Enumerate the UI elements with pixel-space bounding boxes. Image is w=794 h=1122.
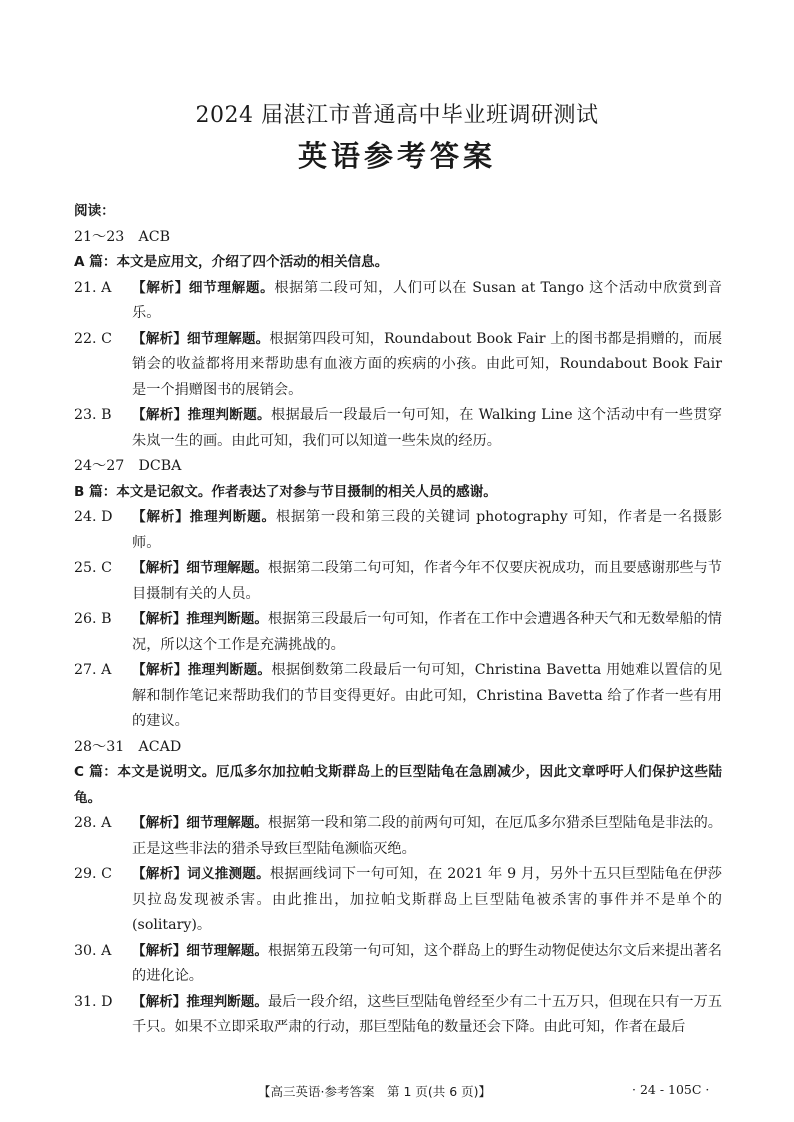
answer-item	[74, 327, 722, 404]
item-tag: 【解析】词义推测题。	[132, 866, 270, 882]
item-body	[132, 658, 722, 735]
item-tag: 【解析】细节理解题。	[132, 279, 275, 296]
answer-item	[74, 403, 722, 454]
item-number: 26. B	[74, 611, 112, 627]
group-b	[74, 454, 722, 735]
item-body	[132, 862, 722, 939]
answer-item	[74, 939, 722, 990]
item-tag: 【解析】推理判断题。	[132, 993, 268, 1010]
item-number: 29. C	[74, 866, 112, 882]
answer-item	[74, 658, 722, 735]
item-number: 22. C	[74, 330, 112, 347]
item-number: 28. A	[74, 815, 112, 831]
item-tag: 【解析】细节理解题。	[132, 330, 270, 347]
item-body	[132, 607, 722, 658]
passage-intro: A 篇：本文是应用文，介绍了四个活动的相关信息。	[74, 254, 389, 270]
item-number: 23. B	[74, 407, 112, 423]
footer-page-info: 【高三英语·参考答案 第 1 页(共 6 页)】	[258, 1084, 492, 1099]
answer-content	[74, 199, 722, 1041]
answer-range: 24～27 DCBA	[74, 458, 182, 474]
item-text: 根据第五段第一句可知，这个群岛上的野生动物促使达尔文后来提出著名的进化论。	[132, 942, 722, 984]
item-tag: 【解析】细节理解题。	[132, 560, 268, 576]
item-number: 25. C	[74, 560, 112, 576]
item-text: 最后一段介绍，这些巨型陆龟曾经至少有二十五万只，但现在只有一万五千只。如果不立即采取严肃的行动，那巨型陆龟的数量还会下降。由此可知，作者在最后	[132, 993, 722, 1035]
item-text: 根据第二段第二句可知，作者今年不仅要庆祝成功，而且要感谢那些与节目摄制有关的人员。	[132, 560, 722, 602]
item-text: 根据画线词下一句可知，在 2021 年 9 月，另外十五只巨型陆龟在伊莎贝拉岛发现被杀害。由此推出，加拉帕戈斯群岛上巨型陆龟被杀害的事件并不是单个的(solitary)。	[132, 866, 722, 933]
group-a	[74, 225, 722, 455]
item-tag: 【解析】细节理解题。	[132, 815, 268, 831]
item-body	[132, 811, 722, 862]
answer-item	[74, 505, 722, 556]
item-tag: 【解析】推理判断题。	[132, 407, 271, 423]
item-number: 30. A	[74, 942, 112, 959]
item-body	[132, 990, 722, 1041]
item-number: 21. A	[74, 279, 112, 296]
item-text: 根据第三段最后一句可知，作者在工作中会遭遇各种天气和无数晕船的情况，所以这个工作是充满挑战的。	[132, 611, 722, 653]
item-body	[132, 403, 722, 454]
item-tag: 【解析】细节理解题。	[132, 942, 268, 959]
item-tag: 【解析】推理判断题。	[132, 509, 276, 525]
item-body	[132, 505, 722, 556]
item-number: 24. D	[74, 509, 113, 525]
answer-item	[74, 276, 722, 327]
document-title: 2024 届湛江市普通高中毕业班调研测试	[195, 103, 599, 128]
answer-range: 21～23 ACB	[74, 228, 171, 245]
passage-intro: C 篇：本文是说明文。厄瓜多尔加拉帕戈斯群岛上的巨型陆龟在急剧减少，因此文章呼吁人们保护这些陆龟。	[74, 764, 722, 806]
answer-item	[74, 607, 722, 658]
item-body	[132, 556, 722, 607]
passage-intro: B 篇：本文是记叙文。作者表达了对参与节目摄制的相关人员的感谢。	[74, 483, 497, 500]
item-text: 根据第二段可知，人们可以在 Susan at Tango 这个活动中欣赏到音乐。	[132, 279, 722, 321]
item-tag: 【解析】推理判断题。	[132, 662, 272, 678]
item-text: 根据最后一段最后一句可知，在 Walking Line 这个活动中有一些贯穿朱岚一生的画。由此可知，我们可以知道一些朱岚的经历。	[132, 407, 722, 449]
item-body	[132, 276, 722, 327]
item-number: 31. D	[74, 993, 113, 1010]
item-text: 根据第四段可知，Roundabout Book Fair 上的图书都是捐赠的，而展销会的收益都将用来帮助患有血液方面的疾病的小孩。由此可知，Roundabout Book Fair 是一个捐赠图书的展销会。	[132, 330, 723, 398]
item-text: 根据倒数第二段最后一句可知，Christina Bavetta 用她难以置信的见解和制作笔记来帮助我们的节目变得更好。由此可知，Christina Bavetta 给了作者一些有用的建议。	[132, 662, 723, 729]
title-block	[0, 100, 794, 176]
document-subtitle: 英语参考答案	[297, 139, 496, 173]
item-body	[132, 327, 722, 404]
answer-item	[74, 556, 722, 607]
item-text: 根据第一段和第二段的前两句可知，在厄瓜多尔猎杀巨型陆龟是非法的。正是这些非法的猎杀导致巨型陆龟濒临灭绝。	[132, 815, 722, 857]
footer-doc-code: · 24 - 105C ·	[632, 1082, 710, 1097]
item-tag: 【解析】推理判断题。	[132, 611, 268, 627]
item-number: 27. A	[74, 662, 112, 678]
answer-item	[74, 990, 722, 1041]
group-c	[74, 735, 722, 1041]
answer-item	[74, 811, 722, 862]
section-label: 阅读：	[74, 203, 115, 219]
answer-item	[74, 862, 722, 939]
item-body	[132, 939, 722, 990]
item-text: 根据第一段和第三段的关键词 photography 可知，作者是一名摄影师。	[132, 509, 723, 551]
answer-range: 28～31 ACAD	[74, 738, 182, 755]
